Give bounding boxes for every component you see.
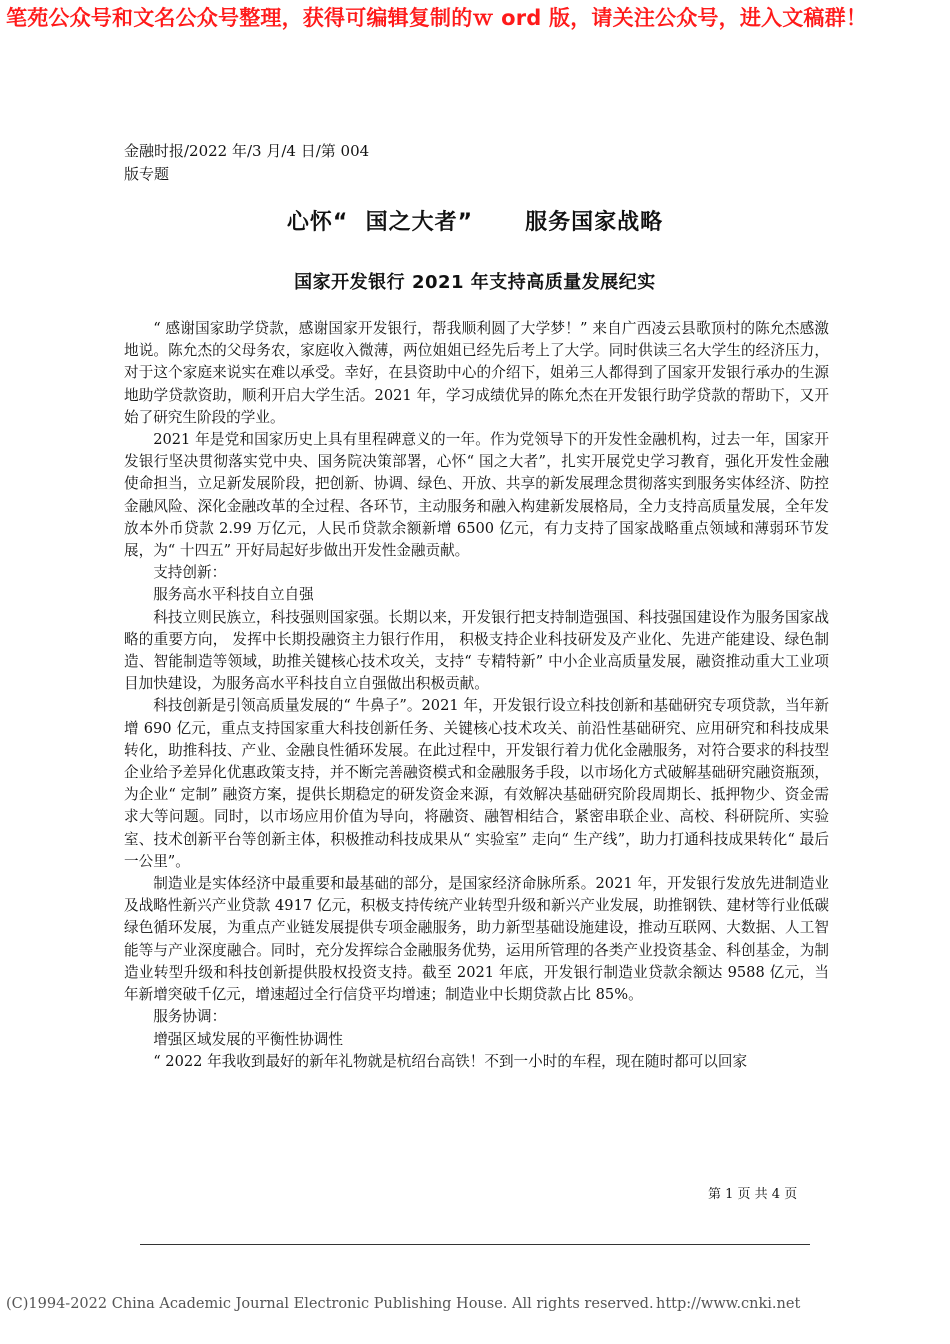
paragraph: “ 感谢国家助学贷款，感谢国家开发银行，帮我顺利圆了大学梦！” 来自广西凌云县歌顶村的陈允杰感激地说。陈允杰的父母务农，家庭收入微薄，两位姐姐已经先后考上了大学。同时供读三名大学生的经济压力，对于这个家庭来说实在难以承受。幸好，在县资助中心的介绍下，姐弟三人都得到了国家开发银行承办的生源地助学贷款资助，顺利开启大学生活。2021 年，学习成绩优异的陈允杰在开发银行助学贷款的帮助下，又开始了研究生阶段的学业。 — [124, 320, 829, 426]
paragraph: 科技创新是引领高质量发展的“ 牛鼻子”。2021 年，开发银行设立科技创新和基础研究专项贷款，当年新增 690 亿元，重点支持国家重大科技创新任务、关键核心技术攻关、前沿性基础研究、应用研究和科技成果转化，助推科技、产业、金融良性循环发展。在此过程中，开发银行着力优化金融服务，对符合要求的科技型企业给予差异化优惠政策支持，并不断完善融资模式和金融服务手段，以市场化方式破解基础研究融资瓶颈，为企业“ 定制” 融资方案，提供长期稳定的研发资金来源，有效解决基础研究阶段周期长、抵押物少、资金需求大等问题。同时，以市场应用价值为导向，将融资、融智相结合，紧密串联企业、高校、科研院所、实验室、技术创新平台等创新主体，积极推动科技成果从“ 实验室” 走向“ 生产线”，助力打通科技成果转化“ 最后一公里”。 — [124, 697, 829, 870]
footer-divider — [140, 1244, 810, 1245]
paragraph-continued: “ 2022 年我收到最好的新年礼物就是杭绍台高铁！不到一小时的车程，现在随时都可以回家 — [153, 1052, 748, 1070]
source-line-2: 版专题 — [124, 165, 170, 183]
section-heading: 支持创新： — [153, 564, 227, 582]
article-body — [124, 318, 829, 1073]
promo-banner: 笔苑公众号和文名公众号整理，获得可编辑复制的ｗ ord 版，请关注公众号，进入文稿群！ — [6, 6, 868, 30]
article-title: 心怀“ 国之大者” 服务国家战略 — [286, 210, 664, 235]
page-number: 第 1 页 共 4 页 — [708, 1187, 798, 1202]
source-line — [124, 140, 384, 186]
section-subheading: 服务高水平科技自立自强 — [153, 586, 314, 604]
paragraph: 科技立则民族立，科技强则国家强。长期以来，开发银行把支持制造强国、科技强国建设作为服务国家战略的重要方向， 发挥中长期投融资主力银行作用， 积极支持企业科技研发及产业化、先进产能建设、绿色制造、智能制造等领域，助推关键核心技术攻关，支持“ 专精特新” 中小企业高质量发展，融资推动重大工业项目加快建设，为服务高水平科技自立自强做出积极贡献。 — [124, 608, 829, 693]
paragraph: 制造业是实体经济中最重要和最基础的部分，是国家经济命脉所系。2021 年，开发银行发放先进制造业及战略性新兴产业贷款 4917 亿元，积极支持传统产业转型升级和新兴产业发展，助推钢铁、建材等行业低碳绿色循环发展，为重点产业链发展提供专项金融服务，助力新型基础设施建设，推动互联网、大数据、人工智能等与产业深度融合。同时，充分发挥综合金融服务优势，运用所管理的各类产业投资基金、科创基金，为制造业转型升级和科技创新提供股权投资支持。截至 2021 年底，开发银行制造业贷款余额达 9588 亿元，当年新增突破千亿元，增速超过全行信贷平均增速；制造业中长期贷款占比 85%。 — [124, 875, 829, 1004]
source-line-1: 金融时报/2022 年/3 月/4 日/第 004 — [124, 142, 370, 160]
section-heading: 服务协调： — [153, 1008, 227, 1026]
section-subheading: 增强区域发展的平衡性协调性 — [153, 1030, 343, 1048]
paragraph: 2021 年是党和国家历史上具有里程碑意义的一年。作为党领导下的开发性金融机构，过去一年，国家开发银行坚决贯彻落实党中央、国务院决策部署，心怀“ 国之大者”，扎实开展党史学习教育，强化开发性金融使命担当，立足新发展阶段，把创新、协调、绿色、开放、共享的新发展理念贯彻落实到服务实体经济、防控金融风险、深化金融改革的全过程、各环节，主动服务和融入构建新发展格局，全力支持高质量发展，全年发放本外币贷款 2.99 万亿元，人民币贷款余额新增 6500 亿元，有力支持了国家战略重点领域和薄弱环节发展，为“ 十四五” 开好局起好步做出开发性金融贡献。 — [124, 431, 829, 560]
copyright-url: http://www.cnki.net — [656, 1296, 801, 1312]
article-subtitle: 国家开发银行 2021 年支持高质量发展纪实 — [294, 272, 656, 293]
copyright-text: (C)1994-2022 China Academic Journal Electronic Publishing House. All rights reserved. — [6, 1296, 654, 1312]
copyright-footer — [6, 1296, 944, 1312]
